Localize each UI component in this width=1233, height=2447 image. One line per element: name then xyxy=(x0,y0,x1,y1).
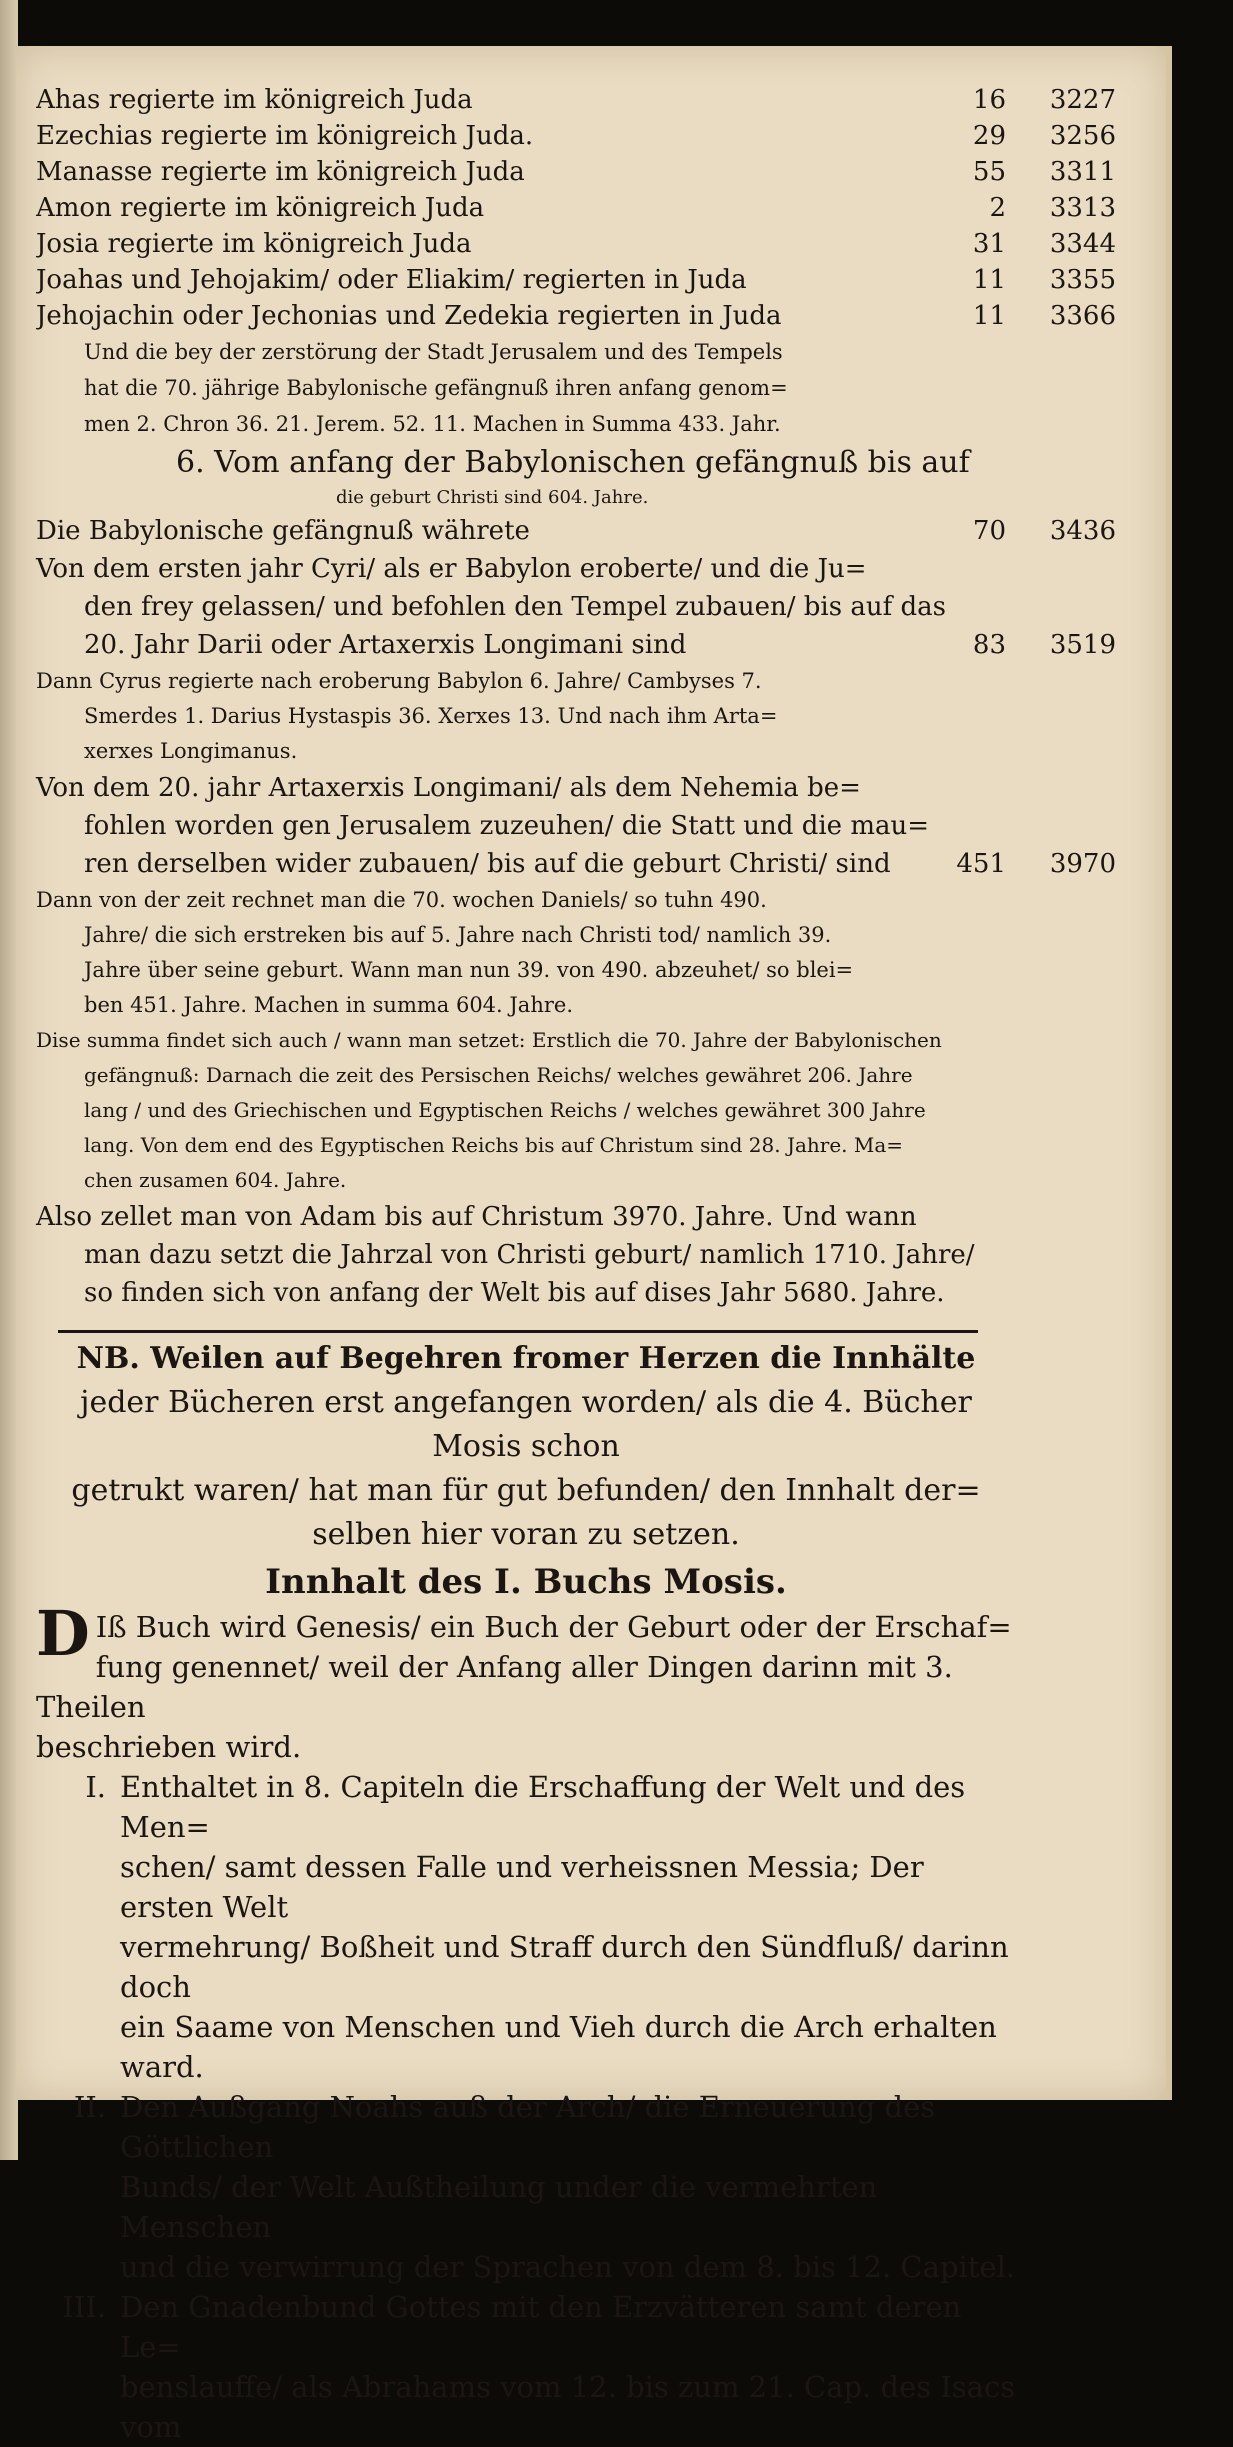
reign-row: Joahas und Jehojakim/ oder Eliakim/ regierten in Juda 11 3355 xyxy=(36,265,1116,295)
section-heading: 6. Vom anfang der Babylonischen gefängnuß bis auf xyxy=(176,445,970,480)
reign-table xyxy=(36,82,1116,334)
list-item: I. Enthaltet in 8. Capiteln die Erschaffung der Welt und des Men= schen/ samt dessen Falle und verheissnen Messia; Der ersten Welt vermehrung/ Boßheit und Straff durch den Sündfluß/ darinn doch ein Saame von Menschen und Vieh durch die Arch erhalten ward. xyxy=(85,1770,1009,2084)
paragraph-summa: Dise summa findet sich auch / wann man setzet: Erstlich die 70. Jahre der Babylonischen gefängnuß: Darnach die zeit des Persischen Reichs/ welches gewähret 206. Jahre lang / und des Griechischen und Egyptischen Reichs / welches gewähret 300 Jahre lang. Von dem end des Egyptischen Reichs bis auf Christum sind 28. Jahre. Ma= chen zusamen 604. Jahre. xyxy=(36,1028,942,1192)
book-page xyxy=(16,46,1172,2444)
note-destruction: Und die bey der zerstörung der Stadt Jerusalem und des Tempels hat die 70. jährige Babylonische gefängnuß ihren anfang genom= men 2. Chron 36. 21. Jerem. 52. 11. Machen in Summa 433. Jahr. xyxy=(84,340,788,436)
captivity-row: Die Babylonische gefängnuß währete 70 3436 xyxy=(36,516,1116,546)
reign-row: Ezechias regierte im königreich Juda. 29 3256 xyxy=(36,121,1116,151)
divider-rule xyxy=(58,1330,978,1333)
nehemia-entry: Von dem 20. jahr Artaxerxis Longimani/ als dem Nehemia be= fohlen worden gen Jerusalem zuzeuhen/ die Statt und die mau= ren derselben wider zubauen/ bis auf die geburt Christi/ sind 451 3970 xyxy=(36,773,1116,879)
drop-cap: D xyxy=(36,1597,90,1670)
reign-row: Jehojachin oder Jechonias und Zedekia regierten in Juda 11 3366 xyxy=(36,301,1116,331)
list-item: II. Den Außgang Noahs auß der Arch/ die Erneuerung des Göttlichen Bunds/ der Welt Außtheilung under die vermehrten Menschen und die verwirrung der Sprachen von dem 8. bis 12. Capitel. xyxy=(73,2090,1016,2284)
note-daniel-weeks: Dann von der zeit rechnet man die 70. wochen Daniels/ so tuhn 490. Jahre/ die sich erstreken bis auf 5. Jahre nach Christi tod/ namlich 39. Jahre über seine geburt. Wann man nun 39. von 490. abzeuhet/ so blei= ben 451. Jahre. Machen in summa 604. Jahre. xyxy=(36,888,854,1017)
cyrus-entry: Von dem ersten jahr Cyri/ als er Babylon eroberte/ und die Ju= den frey gelassen/ und befohlen den Tempel zubauen/ bis auf das 20. Jahr Darii oder Artaxerxis Longimani sind 83 3519 xyxy=(36,554,1116,660)
page-content xyxy=(36,82,1116,2447)
paragraph-adam: Also zellet man von Adam bis auf Christum 3970. Jahre. Und wann man dazu setzt die Jahrzal von Christi geburt/ namlich 1710. Jahre/ so finden sich von anfang der Welt bis auf dises Jahr 5680. Jahre. xyxy=(36,1202,975,1308)
reign-row: Ahas regierte im königreich Juda 16 3227 xyxy=(36,85,1116,115)
section-title: Innhalt des I. Buchs Mosis. xyxy=(265,1562,787,1602)
note-persian-kings: Dann Cyrus regierte nach eroberung Babylon 6. Jahre/ Cambyses 7. Smerdes 1. Darius Hystaspis 36. Xerxes 13. Und nach ihm Arta= xerxes Longimanus. xyxy=(36,669,778,763)
reign-row: Manasse regierte im königreich Juda 55 3311 xyxy=(36,157,1116,187)
reign-row: Amon regierte im königreich Juda 2 3313 xyxy=(36,193,1116,223)
intro-paragraph: D Iß Buch wird Genesis/ ein Buch der Geburt oder der Erschaf= fung genennet/ weil der Anfang aller Dingen darinn mit 3. Theilen beschrieben wird. xyxy=(36,1597,1012,1764)
reign-row: Josia regierte im königreich Juda 31 3344 xyxy=(36,229,1116,259)
list-item: III. Den Gnadenbund Gottes mit den Erzvätteren samt deren Le= benslauffe/ als Abrahams vom 12. bis zum 21. Cap. des Isacs vom xyxy=(62,2290,1016,2444)
nb-notice: NB. Weilen auf Begehren fromer Herzen die Innhälte jeder Bücheren erst angefangen worden/ als die 4. Bücher Mosis schon getrukt waren/ hat man für gut befunden/ den Innhalt der= selben hier voran zu setzen. xyxy=(71,1341,981,1552)
section-subheading: die geburt Christi sind 604. Jahre. xyxy=(336,487,649,508)
